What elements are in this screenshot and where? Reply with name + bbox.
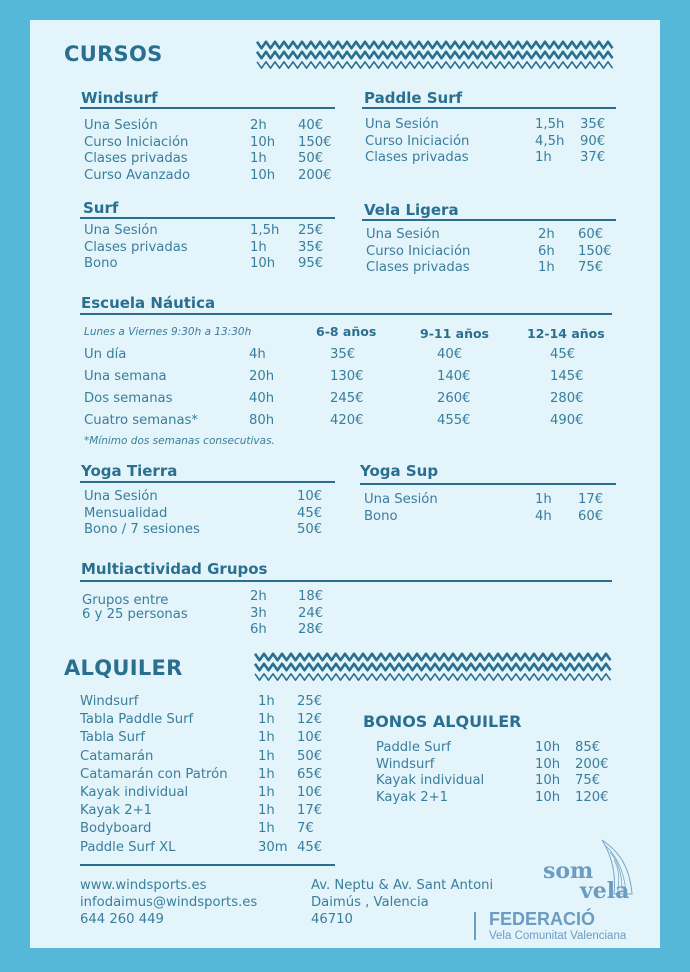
course-duration: 4,5h [535, 133, 565, 149]
course-price: 17€ [578, 492, 604, 507]
rental-duration: 1h [258, 748, 275, 764]
course-price: 150€ [578, 243, 612, 259]
escuela-prices-6-8 [330, 344, 364, 432]
course-duration: 1,5h [250, 223, 280, 238]
bono-price: 85€ [575, 740, 601, 755]
course-duration: 1h [535, 492, 552, 507]
surf-names [84, 223, 188, 273]
rental-name: Catamarán con Patrón [80, 766, 228, 782]
course-duration: 10h [250, 134, 276, 150]
escuela-duration: 4h [249, 347, 266, 362]
rental-name: Catamarán [80, 748, 154, 764]
bono-name: Paddle Surf [376, 740, 451, 755]
windsurf-names [84, 118, 190, 184]
escuela-price: 40€ [437, 347, 463, 362]
yoga-sup-durations [535, 492, 552, 525]
rental-duration: 1h [258, 694, 275, 709]
rental-duration: 1h [258, 730, 275, 746]
escuela-names [84, 344, 198, 432]
windsurf-title: Windsurf [81, 89, 158, 107]
course-name: Clases privadas [366, 260, 470, 276]
bono-name: Kayak 2+1 [376, 789, 449, 805]
course-price: 37€ [580, 150, 606, 166]
vela-ligera-rule [362, 219, 616, 221]
escuela-durations [249, 344, 274, 432]
course-price: 35€ [298, 239, 324, 255]
multiactividad-desc-1: Grupos entre [82, 593, 169, 608]
vela-ligera-names [366, 227, 470, 277]
escuela-price: 490€ [550, 413, 584, 428]
rental-duration: 30m [258, 839, 288, 855]
surf-prices [298, 223, 323, 273]
escuela-price: 420€ [330, 413, 364, 428]
bono-price: 200€ [575, 756, 609, 772]
course-duration: 1h [250, 239, 267, 255]
rental-name: Windsurf [80, 694, 139, 709]
escuela-name: Una semana [84, 369, 167, 384]
yoga-sup-prices [578, 492, 603, 525]
rental-name: Tabla Surf [80, 730, 146, 746]
course-name: Bono [364, 508, 398, 524]
escuela-price: 145€ [550, 369, 584, 384]
bonos-alquiler-title: BONOS ALQUILER [363, 712, 522, 731]
course-name: Clases privadas [84, 239, 188, 255]
course-name: Bono / 7 sesiones [84, 522, 200, 538]
rental-price: 45€ [297, 839, 323, 855]
course-price: 95€ [298, 256, 324, 272]
course-price: 40€ [298, 118, 324, 133]
rental-duration: 1h [258, 766, 275, 782]
footer-postcode: 46710 [311, 912, 353, 927]
wave-decoration-top [257, 41, 617, 71]
logo-subtitle: Vela Comunitat Valenciana [489, 930, 627, 942]
windsurf-prices [298, 118, 332, 184]
wave-line [255, 674, 611, 680]
bonos-names [376, 740, 484, 806]
age-header-6-8: 6-8 años [316, 324, 377, 339]
course-duration: 6h [250, 622, 267, 638]
course-price: 50€ [297, 522, 323, 538]
escuela-title: Escuela Náutica [81, 294, 216, 312]
yoga-tierra-title: Yoga Tierra [81, 462, 178, 480]
course-name: Bono [84, 256, 118, 272]
escuela-price: 35€ [330, 347, 356, 362]
course-duration: 10h [250, 167, 276, 183]
escuela-price: 45€ [550, 347, 576, 362]
surf-rule [80, 217, 335, 219]
course-name: Una Sesión [364, 492, 438, 507]
multiactividad-prices [298, 589, 323, 639]
course-price: 18€ [298, 589, 324, 604]
wave-line [255, 664, 611, 670]
rental-name: Bodyboard [80, 821, 152, 837]
surf-title: Surf [83, 199, 119, 217]
course-duration: 1,5h [535, 117, 565, 132]
course-price: 60€ [578, 227, 604, 242]
course-price: 24€ [298, 605, 324, 621]
vela-ligera-durations [538, 227, 555, 277]
windsurf-rule [80, 107, 335, 109]
escuela-duration: 20h [249, 369, 275, 384]
course-price: 10€ [297, 489, 323, 504]
escuela-price: 130€ [330, 369, 364, 384]
course-price: 45€ [297, 505, 323, 521]
rental-price: 7€ [297, 821, 314, 837]
course-name: Una Sesión [366, 227, 440, 242]
federacio-logo [470, 832, 660, 944]
rental-price: 65€ [297, 766, 323, 782]
course-duration: 1h [538, 260, 555, 276]
bono-price: 120€ [575, 789, 609, 805]
course-name: Mensualidad [84, 505, 168, 521]
course-name: Una Sesión [84, 118, 158, 133]
course-duration: 6h [538, 243, 555, 259]
course-price: 150€ [298, 134, 332, 150]
paddle-surf-names [365, 117, 469, 167]
rental-name: Tabla Paddle Surf [80, 712, 194, 728]
escuela-duration: 40h [249, 391, 275, 406]
wave-line [257, 52, 613, 58]
course-name: Clases privadas [365, 150, 469, 166]
rental-price: 17€ [297, 803, 323, 819]
rental-name: Kayak 2+1 [80, 803, 153, 819]
vela-ligera-title: Vela Ligera [364, 201, 459, 219]
course-duration: 2h [538, 227, 555, 242]
multiactividad-title: Multiactividad Grupos [81, 560, 268, 578]
yoga-sup-names [364, 492, 438, 525]
rental-duration: 1h [258, 712, 275, 728]
escuela-price: 280€ [550, 391, 584, 406]
yoga-tierra-names [84, 489, 200, 539]
wave-decoration-middle [255, 653, 615, 683]
course-name: Curso Iniciación [366, 243, 471, 259]
rental-duration: 1h [258, 821, 275, 837]
course-name: Curso Avanzado [84, 167, 191, 183]
course-duration: 2h [250, 118, 267, 133]
course-name: Curso Iniciación [365, 133, 470, 149]
bonos-prices [575, 740, 609, 806]
bono-duration: 10h [535, 740, 561, 755]
paddle-surf-title: Paddle Surf [364, 89, 463, 107]
course-price: 75€ [578, 260, 604, 276]
logo-vela: vela [580, 878, 630, 904]
course-duration: 1h [535, 150, 552, 166]
bono-duration: 10h [535, 773, 561, 789]
escuela-prices-12-14 [550, 344, 584, 432]
escuela-name: Dos semanas [84, 391, 173, 406]
escuela-name: Un día [84, 347, 127, 362]
rental-price: 10€ [297, 784, 323, 800]
alquiler-rule [80, 864, 335, 866]
paddle-surf-rule [362, 107, 616, 109]
course-duration: 2h [250, 589, 267, 604]
multiactividad-durations [250, 589, 267, 639]
age-header-9-11: 9-11 años [420, 326, 489, 341]
price-sheet [30, 20, 660, 948]
escuela-rule [80, 313, 612, 315]
bono-name: Windsurf [376, 756, 435, 772]
logo-federacio: FEDERACIÓ [489, 909, 596, 929]
rental-price: 10€ [297, 730, 323, 746]
rental-name: Kayak individual [80, 784, 189, 800]
rental-duration: 1h [258, 803, 275, 819]
escuela-duration: 80h [249, 413, 275, 428]
wave-line [257, 42, 613, 48]
footer-address-2: Daimús , Valencia [311, 895, 429, 910]
paddle-surf-prices [580, 117, 605, 167]
yoga-tierra-rule [80, 481, 335, 483]
escuela-prices-9-11 [437, 344, 471, 432]
course-duration: 3h [250, 605, 267, 621]
bono-duration: 10h [535, 756, 561, 772]
escuela-price: 140€ [437, 369, 471, 384]
rental-name: Paddle Surf XL [80, 839, 176, 855]
escuela-note: *Mínimo dos semanas consecutivas. [84, 435, 275, 447]
age-header-12-14: 12-14 años [527, 326, 605, 341]
footer-email[interactable]: infodaimus@windsports.es [80, 895, 258, 910]
escuela-price: 455€ [437, 413, 471, 428]
rental-price: 25€ [297, 694, 323, 709]
bonos-durations [535, 740, 560, 806]
cursos-title: CURSOS [64, 42, 163, 66]
rental-price: 50€ [297, 748, 323, 764]
course-name: Curso Iniciación [84, 134, 189, 150]
escuela-price: 260€ [437, 391, 471, 406]
course-name: Una Sesión [365, 117, 439, 132]
course-name: Una Sesión [84, 223, 158, 238]
yoga-tierra-prices [297, 489, 322, 539]
yoga-sup-rule [360, 483, 616, 485]
footer-address-1: Av. Neptu & Av. Sant Antoni [311, 878, 494, 893]
surf-durations [250, 223, 279, 273]
vela-ligera-prices [578, 227, 612, 277]
alquiler-title: ALQUILER [64, 656, 183, 680]
bono-price: 75€ [575, 773, 601, 789]
course-name: Una Sesión [84, 489, 158, 504]
alquiler-durations [258, 693, 288, 857]
footer-website[interactable]: www.windsports.es [80, 878, 207, 893]
logo-som: som [543, 858, 594, 884]
logo-bar [474, 912, 476, 940]
alquiler-names [80, 693, 228, 857]
course-price: 90€ [580, 133, 606, 149]
bono-duration: 10h [535, 789, 561, 805]
yoga-sup-title: Yoga Sup [360, 462, 439, 480]
bono-name: Kayak individual [376, 773, 485, 789]
course-price: 25€ [298, 223, 324, 238]
course-price: 50€ [298, 151, 324, 167]
course-name: Clases privadas [84, 151, 188, 167]
escuela-schedule: Lunes a Viernes 9:30h a 13:30h [84, 326, 252, 338]
escuela-price: 245€ [330, 391, 364, 406]
course-price: 35€ [580, 117, 606, 132]
paddle-surf-durations [535, 117, 564, 167]
course-duration: 4h [535, 508, 552, 524]
escuela-name: Cuatro semanas* [84, 413, 199, 428]
multiactividad-rule [80, 580, 612, 582]
footer-phone: 644 260 449 [80, 912, 164, 927]
rental-price: 12€ [297, 712, 323, 728]
course-price: 28€ [298, 622, 324, 638]
multiactividad-desc-2: 6 y 25 personas [82, 607, 188, 622]
course-duration: 1h [250, 151, 267, 167]
wave-line [257, 62, 613, 68]
windsurf-durations [250, 118, 275, 184]
rental-duration: 1h [258, 784, 275, 800]
wave-line [255, 654, 611, 660]
course-price: 60€ [578, 508, 604, 524]
alquiler-prices [297, 693, 322, 857]
course-duration: 10h [250, 256, 276, 272]
course-price: 200€ [298, 167, 332, 183]
